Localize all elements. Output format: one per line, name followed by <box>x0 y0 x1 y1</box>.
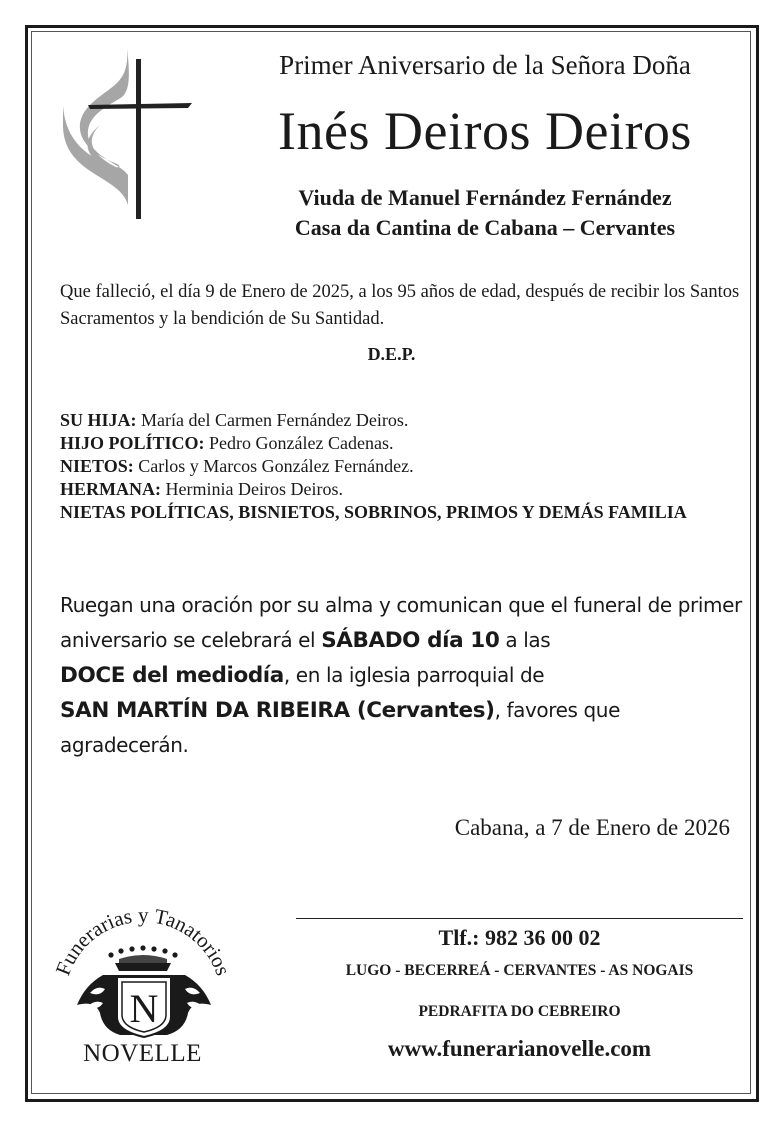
logo-letter: N <box>129 986 159 1031</box>
funeral-announcement <box>60 588 750 763</box>
family-row <box>60 478 750 501</box>
cross-and-flame-icon <box>60 45 195 230</box>
funeral-text: a las <box>499 628 551 652</box>
logo-arc-text: Funerarias y Tanatorios <box>50 905 236 979</box>
family-label: NIETAS POLÍTICAS, BISNIETOS, SOBRINOS, PRIMOS Y DEMÁS FAMILIA <box>60 502 687 522</box>
widow-of-line: Viuda de Manuel Fernández Fernández <box>298 185 672 210</box>
funeral-text: , en la iglesia parroquial de <box>283 663 545 687</box>
deceased-name: Inés Deiros Deiros <box>278 101 692 161</box>
family-label: HIJO POLÍTICO: <box>60 433 205 453</box>
funeral-text: Ruegan una oración por su alma y comunican que el funeral de primer aniversario se celebrará el <box>60 593 742 652</box>
family-value: Carlos y Marcos González Fernández. <box>133 456 414 476</box>
funeral-day: SÁBADO día 10 <box>321 628 500 653</box>
death-notice: Que falleció, el día 9 de Enero de 2025, a los 95 años de edad, después de recibir los Santos Sacramentos y la bendición de Su Santidad. <box>60 282 740 329</box>
anniversary-heading: Primer Aniversario de la Señora Doña <box>279 50 691 80</box>
family-row <box>60 455 750 478</box>
family-value: María del Carmen Fernández Deiros. <box>136 410 409 430</box>
family-list <box>60 409 750 524</box>
locations-line-2: PEDRAFITA DO CEBREIRO <box>418 1003 621 1020</box>
family-row <box>60 409 750 432</box>
funeral-text: , favores que agradecerán. <box>60 698 620 757</box>
locations-line-1: LUGO - BECERREÁ - CERVANTES - AS NOGAIS <box>345 962 694 979</box>
family-label: NIETOS: <box>60 456 134 476</box>
phone-number[interactable]: Tlf.: 982 36 00 02 <box>438 925 601 950</box>
dateline: Cabana, a 7 de Enero de 2026 <box>454 815 730 840</box>
house-line: Casa da Cantina de Cabana – Cervantes <box>294 215 676 240</box>
subheading <box>225 183 745 243</box>
funeral-church: SAN MARTÍN DA RIBEIRA (Cervantes) <box>60 698 495 723</box>
website-link[interactable]: www.funerarianovelle.com <box>387 1036 652 1061</box>
footer-divider <box>296 918 743 919</box>
dep-text: D.E.P. <box>367 344 416 364</box>
family-row <box>60 432 750 455</box>
brand-name: NOVELLE <box>83 1040 202 1067</box>
family-row <box>60 501 750 524</box>
family-value: Herminia Deiros Deiros. <box>161 479 343 499</box>
family-label: SU HIJA: <box>60 410 137 430</box>
family-label: HERMANA: <box>60 479 161 499</box>
funeral-time: DOCE del mediodía <box>60 663 284 688</box>
family-value: Pedro González Cadenas. <box>204 433 394 453</box>
